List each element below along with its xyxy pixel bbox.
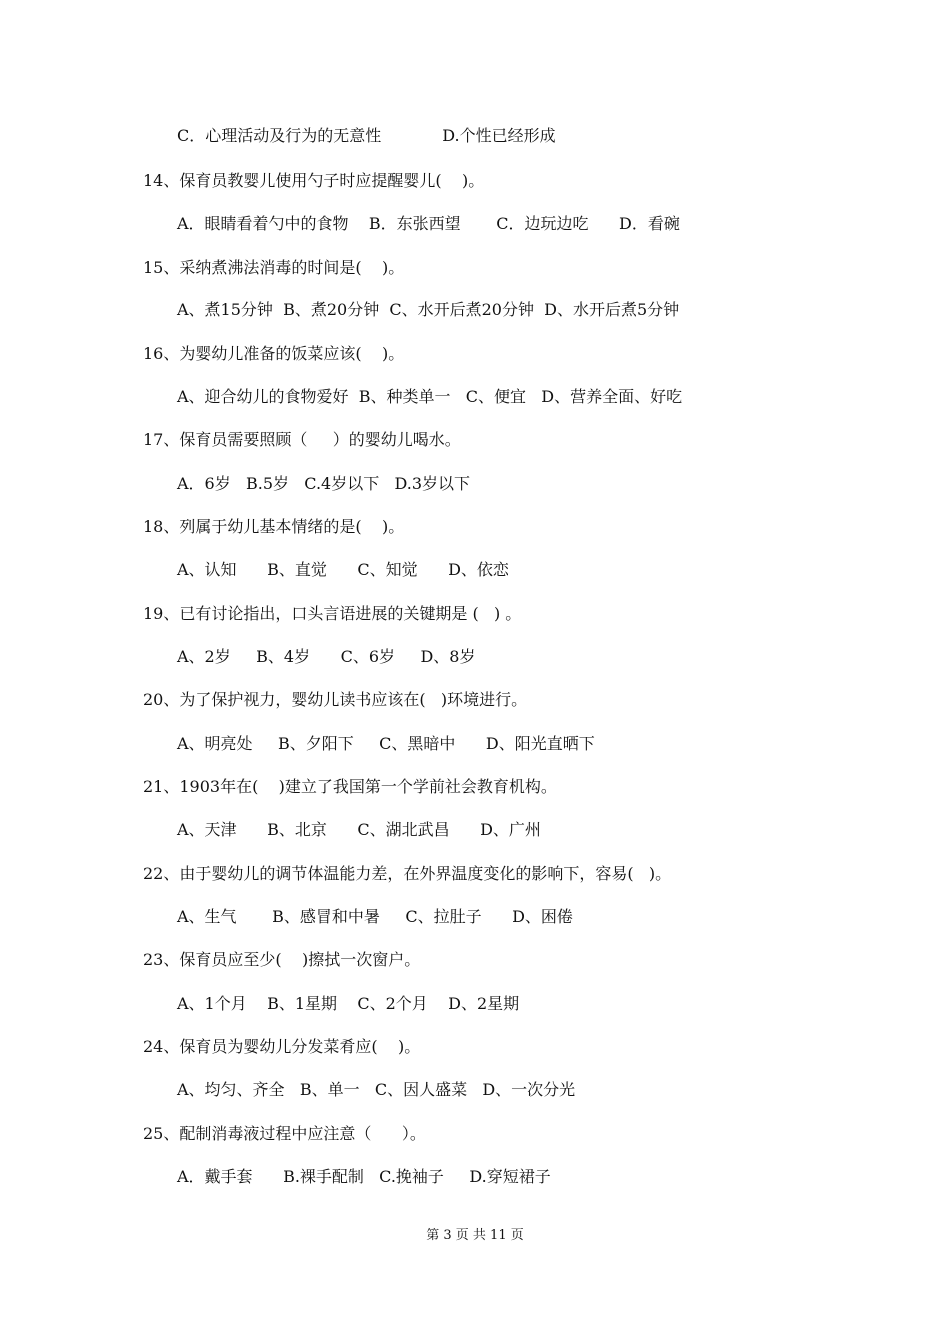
question-20: 20、为了保护视力，婴幼儿读书应该在( )环境进行。 (143, 690, 528, 709)
question-17: 17、保育员需要照顾（ ）的婴幼儿喝水。 (143, 430, 461, 449)
question-15-options: A、煮15分钟 B、煮20分钟 C、水开后煮20分钟 D、水开后煮5分钟 (177, 300, 680, 319)
question-16: 16、为婴幼儿准备的饭菜应该( )。 (143, 344, 405, 363)
question-16-options: A、迎合幼儿的食物爱好 B、种类单一 C、便宜 D、营养全面、好吃 (177, 387, 683, 406)
question-24: 24、保育员为婴幼儿分发菜肴应( )。 (143, 1037, 421, 1056)
question-15: 15、采纳煮沸法消毒的时间是( )。 (143, 258, 405, 277)
question-23: 23、保育员应至少( )擦拭一次窗户。 (143, 950, 421, 969)
question-20-options: A、明亮处 B、夕阳下 C、黑暗中 D、阳光直晒下 (177, 734, 595, 753)
question-13-options-cd: C．心理活动及行为的无意性 D.个性已经形成 (177, 126, 556, 145)
question-22-options: A、生气 B、感冒和中暑 C、拉肚子 D、困倦 (177, 907, 573, 926)
question-14-options: A．眼睛看着勺中的食物 B．东张西望 C．边玩边吃 D．看碗 (177, 214, 680, 233)
question-19: 19、已有讨论指出，口头言语进展的关键期是 ( ) 。 (143, 604, 522, 623)
question-18-options: A、认知 B、直觉 C、知觉 D、依恋 (177, 560, 509, 579)
question-25: 25、配制消毒液过程中应注意（ ）。 (143, 1124, 426, 1143)
question-21-options: A、天津 B、北京 C、湖北武昌 D、广州 (177, 820, 541, 839)
page-footer: 第 3 页 共 11 页 (426, 1228, 524, 1243)
question-23-options: A、1个月 B、1星期 C、2个月 D、2星期 (177, 994, 520, 1013)
question-18: 18、列属于幼儿基本情绪的是( )。 (143, 517, 405, 536)
question-24-options: A、均匀、齐全 B、单一 C、因人盛菜 D、一次分光 (177, 1080, 576, 1099)
question-14: 14、保育员教婴儿使用勺子时应提醒婴儿( )。 (143, 171, 485, 190)
question-21: 21、1903年在( )建立了我国第一个学前社会教育机构。 (143, 777, 557, 796)
question-17-options: A．6岁 B.5岁 C.4岁以下 D.3岁以下 (177, 474, 470, 493)
question-25-options: A．戴手套 B.裸手配制 C.挽袖子 D.穿短裙子 (177, 1167, 551, 1186)
question-19-options: A、2岁 B、4岁 C、6岁 D、8岁 (177, 647, 476, 666)
question-22: 22、由于婴幼儿的调节体温能力差，在外界温度变化的影响下，容易( )。 (143, 864, 672, 883)
